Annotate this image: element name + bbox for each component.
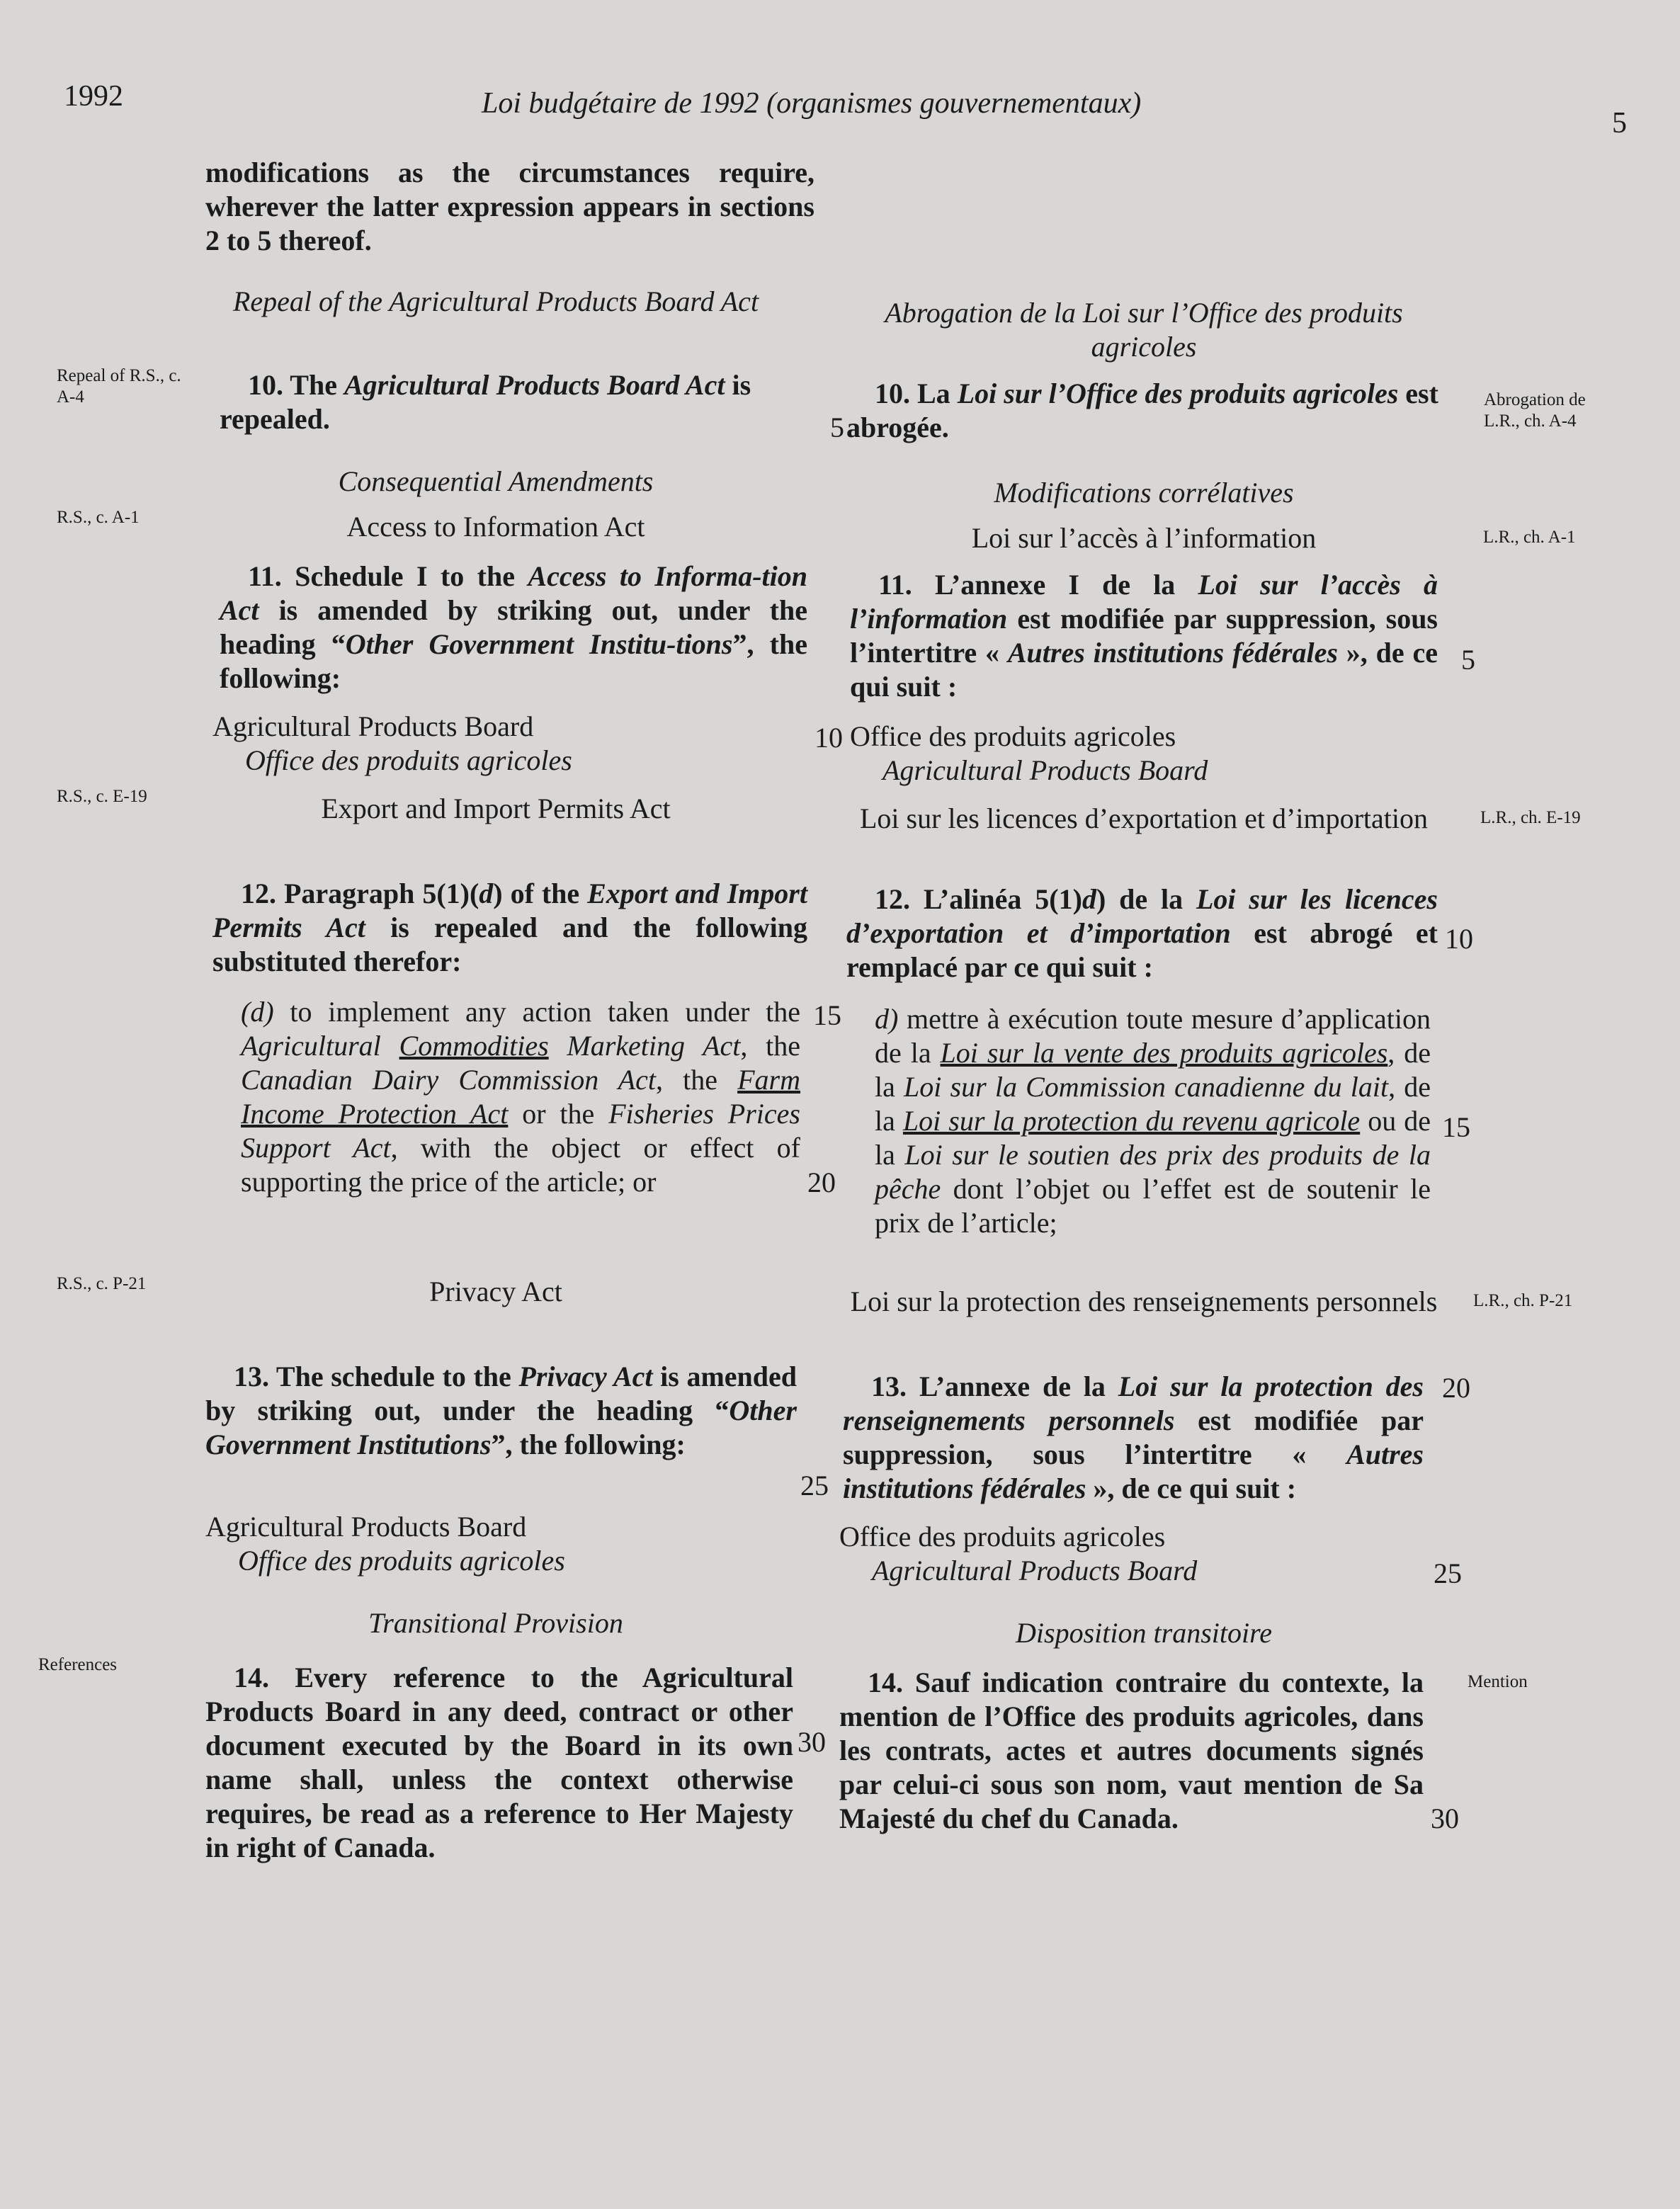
fr-eip-heading: Loi sur les licences d’exportation et d’importation [860,802,1428,834]
en-s13-a: 13. The schedule to the [234,1361,519,1392]
fr-board-en-1: Agricultural Products Board [882,754,1208,786]
en-s10-num: 10. The [248,369,344,401]
fr-s13-a: 13. L’annexe de la [871,1370,1118,1402]
en-section-11 [220,560,807,695]
en-board-entry-2 [205,1510,815,1578]
en-para-d-label: (d) [241,996,274,1028]
fr-privacy-heading: Loi sur la protection des renseignements personnels [850,1285,1438,1317]
en-s13-b: is amended by striking out, under the heading “ [205,1361,798,1426]
fr-section-13 [843,1370,1424,1506]
line-number-5-fr: 5 [1461,644,1475,676]
fr-section-14: 14. Sauf indication contraire du contexte, la mention de l’Office des produits agricoles, dans les contrats, actes et autres documents signés par celui-ci sous son nom, vaut mention de Sa Majesté du chef du Canada. [839,1666,1424,1834]
fr-s11-c: », de ce qui suit : [850,637,1438,703]
en-ati-heading: Access to Information Act [346,511,645,543]
line-number-25-fr: 25 [1434,1557,1462,1589]
en-para-d-act4: Fisheries Prices Support Act [241,1098,800,1164]
line-number-25-en: 25 [800,1470,829,1501]
en-para-d-act3: Farm Income Protection Act [241,1064,800,1130]
page-number: 5 [1612,107,1627,140]
en-section-10 [220,368,829,436]
fr-s13-act: Loi sur la protection des renseignements personnels [843,1370,1424,1436]
en-s11-a: 11. Schedule I to the [248,560,528,592]
line-number-30-en: 30 [798,1726,826,1758]
en-para-d-act1b: Commodities [399,1030,549,1062]
en-s12-d: d [479,878,494,909]
en-consequential-heading: Consequential Amendments [338,465,654,497]
margin-note-left-repeal: Repeal of R.S., c. A-4 [57,366,181,407]
en-para-d-text-5: , with the object or effect of supporting the price of the article; or [241,1132,800,1198]
en-section-13 [205,1360,797,1462]
header-year: 1992 [64,80,123,113]
fr-para-d-text-1: mettre à exécution toute mesure d’application de la [875,1003,1431,1069]
margin-note-left-references: References [38,1655,118,1674]
en-board-en-1: Agricultural Products Board [212,710,534,742]
fr-s11-a: 11. L’annexe I de la [878,569,1198,601]
en-board-fr-2: Office des produits agricoles [238,1545,565,1577]
en-s11-b: is amended by striking out, under the heading “ [220,594,807,660]
en-para-d-text-2: , the [740,1030,800,1062]
margin-note-left-ati: R.S., c. A-1 [57,508,140,527]
fr-s13-heading: Autres institutions fédérales [843,1438,1424,1504]
line-number-15-fr: 15 [1442,1111,1470,1143]
en-s11-act: Access to Informa-tion Act [220,560,807,626]
fr-para-d-act3: Loi sur la protection du revenu agricole [902,1105,1361,1137]
fr-board-en-2: Agricultural Products Board [872,1555,1198,1586]
line-number-10-en: 10 [815,722,843,754]
fr-para-d-text-3: , de la [875,1071,1431,1137]
line-number-20-fr: 20 [1442,1372,1470,1404]
en-s13-c: ”, the following: [491,1429,686,1460]
margin-note-left-eip: R.S., c. E-19 [57,787,147,806]
fr-s11-heading: Autres institutions fédérales [1007,637,1338,669]
fr-board-entry-1 [850,720,1459,788]
margin-note-right-mention: Mention [1468,1672,1528,1691]
en-s13-act: Privacy Act [518,1361,653,1392]
line-number-20-en: 20 [807,1166,836,1198]
line-number-5-en: 5 [830,411,844,443]
en-board-fr-1: Office des produits agricoles [245,744,572,776]
margin-note-right-eip: L.R., ch. E-19 [1480,808,1581,827]
fr-para-d-act2: Loi sur la Commission canadienne du lait [904,1071,1389,1103]
fr-s11-act: Loi sur l’accès à l’information [850,569,1438,635]
fr-paragraph-d [875,1002,1431,1240]
fr-transitional-heading: Disposition transitoire [1016,1617,1272,1649]
fr-s10-num: 10. La [875,377,958,409]
fr-board-entry-2 [839,1520,1448,1588]
fr-s13-b: est modifiée par suppression, sous l’intertitre « [843,1404,1424,1470]
running-title: Loi budgétaire de 1992 (organismes gouvernementaux) [482,87,1142,120]
en-section-14: 14. Every reference to the Agricultural Products Board in any deed, contract or other document executed by the Board in its own name shall, unless the context otherwise requires, be read as a reference to Her Majesty in right of Canada. [205,1662,793,1863]
en-s11-heading: Other Government Institu-tions [345,628,733,660]
fr-s12-a: 12. L’alinéa 5(1) [875,883,1082,915]
fr-s12-b: ) de la [1096,883,1196,915]
fr-s10-act: Loi sur l’Office des produits agricoles [957,377,1399,409]
fr-s11-b: est modifiée par suppression, sous l’intertitre « [850,603,1438,669]
en-s12-c: is repealed and the following substituted therefor: [212,912,807,977]
margin-note-right-privacy: L.R., ch. P-21 [1473,1291,1573,1310]
en-board-entry-1 [212,710,822,778]
fr-s12-d: d [1082,883,1096,915]
en-s12-b: ) of the [493,878,588,909]
en-s13-heading: Other Government Institutions [205,1395,797,1460]
fr-s13-c: », de ce qui suit : [1086,1472,1297,1504]
en-para-d-act1a: Agricultural [241,1030,399,1062]
fr-para-d-act1: Loi sur la vente des produits agricoles [940,1037,1388,1069]
fr-repeal-heading: Abrogation de la Loi sur l’Office des produits agricoles [885,297,1403,363]
line-number-10-fr: 10 [1445,923,1473,955]
en-s12-a: 12. Paragraph 5(1)( [241,878,479,909]
en-para-d-text-1: to implement any action taken under the [273,996,800,1028]
en-s11-c: ”, the following: [220,628,808,694]
fr-para-d-text-5: dont l’objet ou l’effet est de soutenir le prix de l’article; [875,1173,1431,1239]
fr-s12-c: est abrogé et remplacé par ce qui suit : [846,917,1438,983]
margin-note-right-ati: L.R., ch. A-1 [1483,528,1576,547]
en-eip-heading: Export and Import Permits Act [321,793,671,824]
fr-section-12 [846,882,1438,984]
fr-section-11 [850,568,1438,704]
fr-para-d-text-2: , de la [875,1037,1431,1103]
en-s12-act: Export and Import Permits Act [212,878,807,943]
fr-para-d-act4: Loi sur le soutien des prix des produits de la pêche [875,1139,1431,1205]
margin-note-left-privacy: R.S., c. P-21 [57,1274,147,1293]
en-para-d-text-4: or the [508,1098,609,1130]
en-privacy-heading: Privacy Act [429,1276,562,1307]
en-s10-rest: is repealed. [220,369,751,435]
line-number-30-fr: 30 [1431,1802,1459,1834]
fr-para-d-text-4: ou de la [875,1105,1431,1171]
en-para-d-act1c: Marketing Act [548,1030,741,1062]
en-intro: modifications as the circumstances require, wherever the latter expression appears in sections 2 to 5 thereof. [205,157,815,256]
fr-s10-rest: est abrogée. [846,377,1438,443]
en-para-d-act2: Canadian Dairy Commission Act [241,1064,656,1096]
fr-para-d-label: d) [875,1003,899,1035]
margin-note-right-repeal: Abrogation de L.R., ch. A-4 [1484,390,1586,431]
fr-board-fr-1: Office des produits agricoles [850,720,1176,752]
en-board-en-2: Agricultural Products Board [205,1511,527,1543]
fr-s12-act: Loi sur les licences d’exportation et d’importation [846,883,1438,949]
fr-section-10 [846,377,1441,445]
fr-board-fr-2: Office des produits agricoles [839,1521,1166,1552]
en-transitional-heading: Transitional Provision [368,1607,623,1639]
fr-ati-heading: Loi sur l’accès à l’information [971,522,1317,554]
fr-consequential-heading: Modifications corrélatives [994,477,1294,509]
en-section-12 [212,877,807,979]
en-paragraph-d [241,995,800,1199]
en-repeal-heading: Repeal of the Agricultural Products Board Act [232,285,759,317]
line-number-15-en: 15 [813,999,841,1031]
en-s10-act: Agricultural Products Board Act [344,369,725,401]
en-para-d-text-3: , the [655,1064,738,1096]
